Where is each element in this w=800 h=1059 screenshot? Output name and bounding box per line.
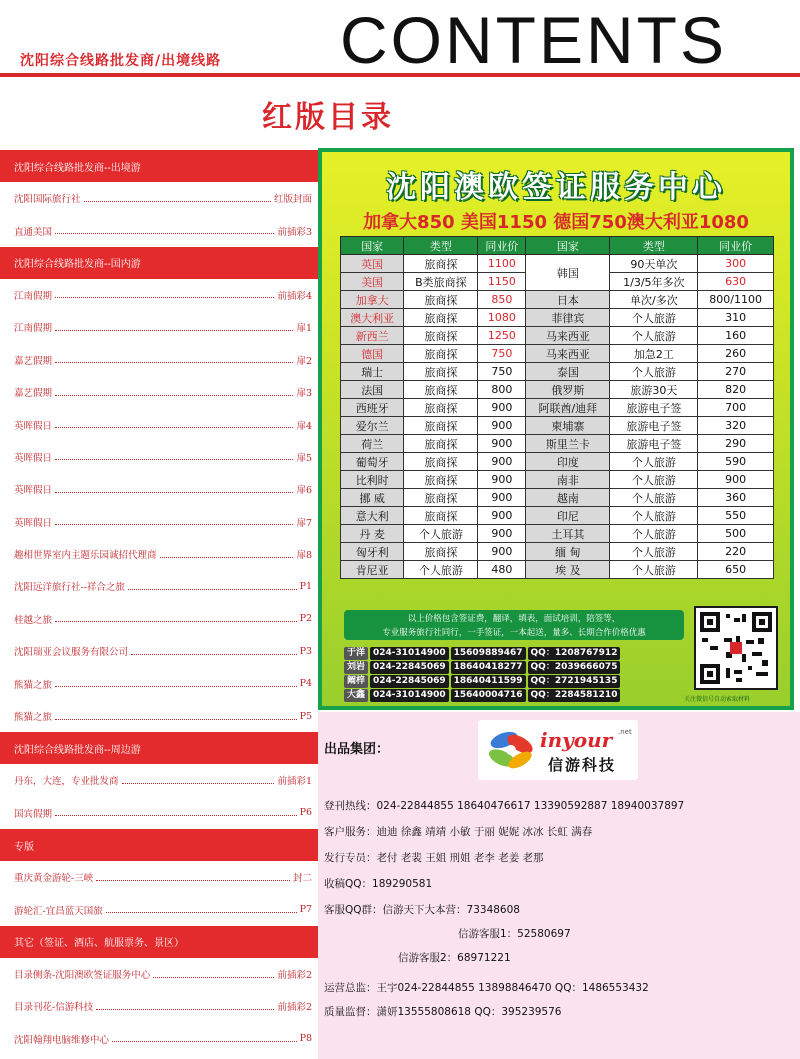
table-cell: 旅商探 (404, 327, 478, 345)
toc-item[interactable] (0, 506, 318, 538)
toc-item-label: 直通美国 (14, 226, 53, 238)
table-cell: B类旅商探 (404, 273, 478, 291)
table-cell: 个人旅游 (610, 453, 698, 471)
distribution-staff: 发行专员：老付 老裴 王姐 刑姐 老李 老姜 老那 (324, 852, 544, 864)
toc-item[interactable] (0, 279, 318, 311)
ad-contacts (344, 646, 684, 702)
toc-item-label: 沈阳翰翔电脑维修中心 (14, 1034, 110, 1046)
table-cell: 1/3/5年多次 (610, 273, 698, 291)
toc-item-page: 封二 (292, 873, 312, 885)
toc-item-label: 重庆黄金游轮-三峡 (14, 873, 94, 885)
table-row (341, 507, 774, 525)
table-cell: 菲律宾 (526, 309, 610, 327)
table-cell: 220 (698, 543, 774, 561)
page-title: CONTENTS (340, 3, 727, 77)
qq-group: 客服QQ群：信游天下大本营：73348608 (324, 904, 520, 916)
table-cell: 290 (698, 435, 774, 453)
toc-item-page: P4 (299, 678, 312, 690)
toc-leader-dots (122, 783, 275, 784)
table-cell: 270 (698, 363, 774, 381)
toc-item-page: 扉3 (296, 388, 312, 400)
toc-section-header: 专版 (0, 829, 318, 861)
table-cell: 越南 (526, 489, 610, 507)
table-cell: 个人旅游 (404, 561, 478, 579)
table-cell: 肯尼亚 (341, 561, 404, 579)
toc-leader-dots (55, 330, 293, 331)
table-row (341, 417, 774, 435)
table-row (341, 381, 774, 399)
contact-row (344, 646, 684, 660)
toc-item-label: 江南假期 (14, 290, 53, 302)
toc-item-page: 扉7 (296, 517, 312, 529)
ad-price-summary: 加拿大850 美国1150 德国750澳大利亚1080 (363, 212, 749, 233)
toc-item[interactable] (0, 441, 318, 473)
table-cell: 旅商探 (404, 255, 478, 273)
table-cell: 750 (478, 363, 526, 381)
table-cell: 新西兰 (341, 327, 404, 345)
toc-item-label: 丹东，大连，专业批发商 (14, 776, 119, 788)
table-cell: 瑞士 (341, 363, 404, 381)
toc-item-label: 游轮汇-宜昌蓝天国旅 (14, 905, 103, 917)
table-cell: 160 (698, 327, 774, 345)
toc-leader-dots (96, 1009, 274, 1010)
table-cell: 300 (698, 255, 774, 273)
table-cell: 埃 及 (526, 561, 610, 579)
table-cell: 旅商探 (404, 471, 478, 489)
table-cell: 阿联酋/迪拜 (526, 399, 610, 417)
table-cell: 个人旅游 (610, 471, 698, 489)
qr-code-icon (694, 606, 778, 690)
toc-item-label: 英晖假日 (14, 452, 53, 464)
toc-leader-dots (55, 395, 293, 396)
table-cell: 900 (478, 435, 526, 453)
service-qq-1: 信游客服1：52580697 (458, 928, 571, 940)
toc-leader-dots (131, 654, 297, 655)
contact-tel: 024-31014900 (370, 647, 449, 660)
table-cell: 个人旅游 (610, 561, 698, 579)
toc-item[interactable] (0, 376, 318, 408)
visa-price-table (340, 236, 774, 579)
table-cell: 320 (698, 417, 774, 435)
table-row (341, 561, 774, 579)
toc-leader-dots (55, 297, 274, 298)
toc-item-page: 前插彩2 (277, 970, 312, 981)
toc-item-page: P2 (299, 613, 312, 625)
toc-item-label: 英晖假日 (14, 517, 53, 529)
toc-item-label: 沈阳国际旅行社 (14, 194, 81, 206)
table-cell: 印尼 (526, 507, 610, 525)
table-cell: 550 (698, 507, 774, 525)
table-cell: 旅游30天 (610, 381, 698, 399)
toc-section-header: 沈阳综合线路批发商--出境游 (0, 150, 318, 182)
table-cell: 750 (478, 345, 526, 363)
table-cell: 旅商探 (404, 345, 478, 363)
contact-name: 于洋 (344, 647, 368, 660)
toc-item-page: P3 (299, 645, 312, 657)
toc-item-label: 嘉艺假期 (14, 388, 53, 400)
logo-net: .net (618, 728, 632, 736)
table-row (341, 255, 774, 273)
table-cell: 820 (698, 381, 774, 399)
table-cell: 日本 (526, 291, 610, 309)
toc-leader-dots (55, 815, 297, 816)
table-cell: 650 (698, 561, 774, 579)
toc-item-page: 扉8 (296, 550, 312, 562)
toc-item-label: 熊猫之旅 (14, 679, 53, 691)
quality-supervisor: 质量监督：潇妍13555808618 QQ：395239576 (324, 1006, 562, 1018)
toc-item[interactable] (0, 893, 318, 925)
toc-section-header: 沈阳综合线路批发商--国内游 (0, 247, 318, 279)
publisher-label: 出品集团： (324, 742, 390, 757)
toc-item-label: 沈阳瑞亚会议服务有限公司 (14, 647, 129, 659)
toc-item[interactable] (0, 861, 318, 893)
toc-item[interactable] (0, 990, 318, 1022)
contact-name: 大鑫 (344, 689, 368, 702)
table-cell: 旅游电子签 (610, 435, 698, 453)
ad-note (344, 610, 684, 640)
table-cell: 匈牙利 (341, 543, 404, 561)
table-cell: 个人旅游 (404, 525, 478, 543)
table-cell: 900 (478, 489, 526, 507)
table-row (341, 543, 774, 561)
contact-tel: 024-31014900 (370, 689, 449, 702)
table-cell: 900 (478, 399, 526, 417)
logo-chinese-name: 信游科技 (548, 756, 617, 774)
toc-item-page: 扉2 (296, 355, 312, 367)
toc-item-page: P5 (299, 710, 312, 722)
contact-mobile: 15640004716 (451, 689, 526, 702)
page-subtitle: 红版目录 (262, 100, 394, 135)
contact-row (344, 660, 684, 674)
toc-item-label: 沈阳远洋旅行社--祥合之旅 (14, 582, 125, 594)
toc-leader-dots (153, 977, 274, 978)
table-cell: 俄罗斯 (526, 381, 610, 399)
toc-item-page: 前插彩1 (277, 776, 312, 788)
toc-item[interactable] (0, 797, 318, 829)
table-cell: 900 (478, 417, 526, 435)
table-cell: 900 (478, 453, 526, 471)
contact-tel: 024-22845069 (370, 675, 449, 688)
table-cell: 旅游电子签 (610, 417, 698, 435)
toc-item-page: P6 (299, 807, 312, 819)
toc-item[interactable] (0, 311, 318, 343)
toc-section-header: 其它（签证、酒店、航服票务、景区） (0, 926, 318, 958)
service-qq-2: 信游客服2：68971221 (398, 952, 511, 964)
table-cell: 630 (698, 273, 774, 291)
toc-leader-dots (55, 427, 293, 428)
table-cell: 260 (698, 345, 774, 363)
table-cell: 荷兰 (341, 435, 404, 453)
table-row (341, 399, 774, 417)
table-header-cell: 国家 (526, 237, 610, 255)
table-cell: 1100 (478, 255, 526, 273)
contact-row (344, 674, 684, 688)
toc-item-page: 扉1 (296, 323, 312, 335)
table-cell: 旅商探 (404, 507, 478, 525)
table-cell: 旅商探 (404, 417, 478, 435)
toc-item-label: 英晖假日 (14, 420, 53, 432)
toc-item-page: 前插彩2 (277, 1002, 312, 1014)
table-cell: 挪 威 (341, 489, 404, 507)
table-cell: 900 (478, 471, 526, 489)
toc-leader-dots (106, 912, 297, 913)
toc-item-page: 扉5 (296, 452, 312, 464)
toc-item-label: 英晖假日 (14, 485, 53, 497)
toc-leader-dots (55, 719, 297, 720)
table-cell: 缅 甸 (526, 543, 610, 561)
toc-item-page: P1 (299, 580, 312, 592)
toc-item-page: 前插彩4 (277, 290, 312, 302)
table-cell: 480 (478, 561, 526, 579)
logo-brand: inyour (540, 728, 613, 752)
toc-leader-dots (55, 492, 293, 493)
table-cell: 旅商探 (404, 363, 478, 381)
table-cell: 葡萄牙 (341, 453, 404, 471)
table-cell: 西班牙 (341, 399, 404, 417)
table-row (341, 489, 774, 507)
toc-item-label: 嘉艺假期 (14, 355, 53, 367)
toc-item[interactable] (0, 958, 318, 990)
table-cell: 柬埔寨 (526, 417, 610, 435)
table-cell: 加拿大 (341, 291, 404, 309)
table-cell: 法国 (341, 381, 404, 399)
table-header-cell: 类型 (610, 237, 698, 255)
toc-item-label: 目录侧条-沈阳澳欧签证服务中心 (14, 970, 151, 981)
table-header-cell: 类型 (404, 237, 478, 255)
toc-item-page: P7 (299, 904, 312, 916)
table-cell: 韩国 (526, 255, 610, 291)
table-cell: 旅游电子签 (610, 399, 698, 417)
table-cell: 900 (478, 525, 526, 543)
contact-mobile: 18640418277 (451, 661, 526, 674)
toc-item[interactable] (0, 635, 318, 667)
table-cell: 个人旅游 (610, 309, 698, 327)
flower-logo-icon (484, 726, 540, 774)
table-cell: 德国 (341, 345, 404, 363)
operations-director: 运营总监：王宇024-22844855 13898846470 QQ：1486553432 (324, 982, 649, 994)
table-cell: 1250 (478, 327, 526, 345)
toc-item[interactable] (0, 408, 318, 440)
table-row (341, 345, 774, 363)
table-header-cell: 国家 (341, 237, 404, 255)
toc-leader-dots (55, 362, 293, 363)
contact-qq: QQ：2284581210 (528, 689, 621, 702)
table-cell: 马来西亚 (526, 345, 610, 363)
contact-name: 阚梓 (344, 675, 368, 688)
table-cell: 旅商探 (404, 435, 478, 453)
hotline: 登刊热线：024-22844855 18640476617 13390592887 18940037897 (324, 800, 685, 812)
table-header-cell: 同业价 (478, 237, 526, 255)
ad-title: 沈阳澳欧签证服务中心 (386, 170, 726, 205)
table-cell: 700 (698, 399, 774, 417)
toc-item-label: 熊猫之旅 (14, 712, 53, 724)
contact-qq: QQ：2721945135 (528, 675, 621, 688)
contact-name: 刘岩 (344, 661, 368, 674)
contact-row (344, 688, 684, 702)
toc-item[interactable] (0, 603, 318, 635)
table-row (341, 453, 774, 471)
table-cell: 爱尔兰 (341, 417, 404, 435)
table-cell: 900 (478, 543, 526, 561)
table-cell: 泰国 (526, 363, 610, 381)
toc-item[interactable] (0, 1023, 318, 1055)
contact-qq: QQ：1208767912 (528, 647, 621, 660)
table-cell: 旅商探 (404, 489, 478, 507)
table-row (341, 435, 774, 453)
toc-leader-dots (160, 557, 294, 558)
table-cell: 个人旅游 (610, 489, 698, 507)
toc-leader-dots (55, 459, 293, 460)
table-cell: 310 (698, 309, 774, 327)
table-cell: 美国 (341, 273, 404, 291)
toc-item[interactable] (0, 182, 318, 214)
table-cell: 900 (698, 471, 774, 489)
table-cell: 旅商探 (404, 453, 478, 471)
toc-item-label: 趣相世界室内主题乐园诚招代理商 (14, 550, 157, 562)
toc-item[interactable] (0, 764, 318, 796)
ad-note-line: 以上价格包含签证费，翻译，填表，面试培训，陪签等， (407, 614, 621, 624)
toc-leader-dots (96, 880, 290, 881)
toc-item-label: 桂越之旅 (14, 614, 53, 626)
table-cell: 850 (478, 291, 526, 309)
contact-mobile: 15609889467 (451, 647, 526, 660)
table-of-contents (0, 150, 318, 1059)
toc-item[interactable] (0, 214, 318, 246)
table-cell: 旅商探 (404, 381, 478, 399)
toc-item-page: 扉4 (296, 420, 312, 432)
customer-service: 客户服务：迪迪 徐鑫 靖靖 小敏 于丽 妮妮 冰冰 长虹 满春 (324, 826, 593, 838)
toc-leader-dots (128, 589, 297, 590)
contact-mobile: 18640411599 (451, 675, 526, 688)
table-cell: 900 (478, 507, 526, 525)
publisher-logo (478, 720, 638, 780)
table-cell: 马来西亚 (526, 327, 610, 345)
table-row (341, 363, 774, 381)
table-cell: 90天单次 (610, 255, 698, 273)
toc-item-page: 扉6 (296, 485, 312, 497)
toc-item-page: 前插彩3 (277, 226, 312, 238)
table-header-cell: 同业价 (698, 237, 774, 255)
table-cell: 个人旅游 (610, 327, 698, 345)
toc-item-label: 江南假期 (14, 323, 53, 335)
table-cell: 南非 (526, 471, 610, 489)
table-cell: 1080 (478, 309, 526, 327)
publisher-info (318, 712, 800, 1059)
table-row (341, 525, 774, 543)
table-cell: 个人旅游 (610, 525, 698, 543)
qr-note: 关注微信号自动索取材料 (684, 696, 751, 703)
toc-item[interactable] (0, 538, 318, 570)
table-cell: 意大利 (341, 507, 404, 525)
toc-item-label: 国宾假期 (14, 808, 53, 820)
toc-item[interactable] (0, 344, 318, 376)
toc-leader-dots (112, 1041, 297, 1042)
table-row (341, 471, 774, 489)
toc-item[interactable] (0, 570, 318, 602)
toc-section-header: 沈阳综合线路批发商--周边游 (0, 732, 318, 764)
table-row (341, 291, 774, 309)
table-cell: 800 (478, 381, 526, 399)
table-cell: 土耳其 (526, 525, 610, 543)
contact-qq: QQ：2039666075 (528, 661, 621, 674)
table-row (341, 309, 774, 327)
table-cell: 印度 (526, 453, 610, 471)
ad-note-line: 专业服务旅行社同行，一手签证，一本起送，量多、长期合作价格优惠 (382, 628, 646, 638)
table-cell: 800/1100 (698, 291, 774, 309)
table-cell: 个人旅游 (610, 363, 698, 381)
header-left-title: 沈阳综合线路批发商/出境线路 (20, 53, 222, 69)
toc-item[interactable] (0, 667, 318, 699)
toc-leader-dots (55, 233, 274, 234)
table-cell: 加急2工 (610, 345, 698, 363)
toc-leader-dots (55, 621, 297, 622)
table-cell: 丹 麦 (341, 525, 404, 543)
table-cell: 旅商探 (404, 291, 478, 309)
visa-advertisement (318, 148, 794, 710)
toc-leader-dots (84, 201, 271, 202)
toc-item[interactable] (0, 700, 318, 732)
table-cell: 500 (698, 525, 774, 543)
table-cell: 590 (698, 453, 774, 471)
table-cell: 1150 (478, 273, 526, 291)
table-cell: 旅商探 (404, 543, 478, 561)
toc-item[interactable] (0, 473, 318, 505)
table-cell: 比利时 (341, 471, 404, 489)
toc-item-page: P8 (299, 1033, 312, 1045)
toc-leader-dots (55, 686, 297, 687)
table-cell: 澳大利亚 (341, 309, 404, 327)
table-cell: 斯里兰卡 (526, 435, 610, 453)
table-cell: 英国 (341, 255, 404, 273)
table-cell: 旅商探 (404, 399, 478, 417)
submit-qq: 收稿QQ：189290581 (324, 878, 433, 890)
contact-tel: 024-22845069 (370, 661, 449, 674)
table-cell: 单次/多次 (610, 291, 698, 309)
table-cell: 360 (698, 489, 774, 507)
toc-item-label: 目录刊花-信游科技 (14, 1002, 94, 1014)
toc-leader-dots (55, 524, 293, 525)
table-cell: 旅商探 (404, 309, 478, 327)
table-cell: 个人旅游 (610, 507, 698, 525)
toc-item-page: 红版封面 (273, 194, 312, 206)
table-row (341, 327, 774, 345)
table-cell: 个人旅游 (610, 543, 698, 561)
